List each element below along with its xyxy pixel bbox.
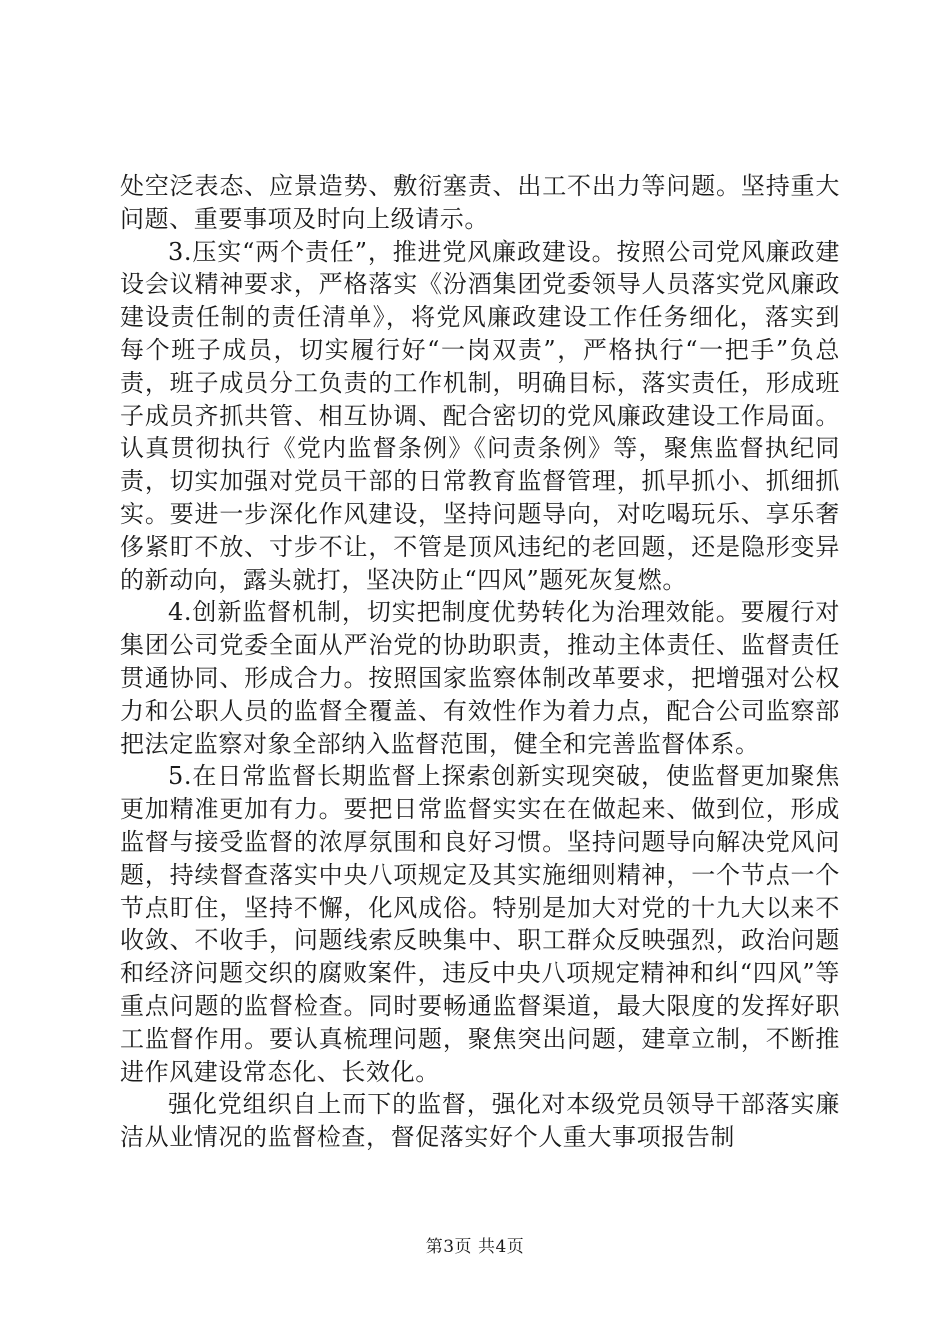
paragraph-supervision: 强化党组织自上而下的监督，强化对本级党员领导干部落实廉洁从业情况的监督检查，督促落实好个人重大事项报告制 (120, 1090, 840, 1152)
document-body (120, 170, 840, 1154)
paragraph-item-3: 3.压实“两个责任”，推进党风廉政建设。按照公司党风廉政建设会议精神要求，严格落实《汾酒集团党委领导人员落实党风廉政建设责任制的责任清单》，将党风廉政建设工作任务细化，落实到每个班子成员，切实履行好“一岗双责”，严格执行“一把手”负总责，班子成员分工负责的工作机制，明确目标，落实责任，形成班子成员齐抓共管、相互协调、配合密切的党风廉政建设工作局面。认真贯彻执行《党内监督条例》《问责条例》等，聚焦监督执纪同责，切实加强对党员干部的日常教育监督管理，抓早抓小、抓细抓实。要进一步深化作风建设，坚持问题导向，对吃喝玩乐、享乐奢侈紧盯不放、寸步不让，不管是顶风违纪的老回题，还是隐形变异的新动向，露头就打，坚决防止“四风”题死灰复燃。 (120, 237, 840, 594)
page-number-footer: 第3页 共4页 (425, 1237, 525, 1257)
paragraph-item-5: 5.在日常监督长期监督上探索创新实现突破，使监督更加聚焦更加精准更加有力。要把日常监督实实在在做起来、做到位，形成监督与接受监督的浓厚氛围和良好习惯。坚持问题导向解决党风问题，持续督查落实中央八项规定及其实施细则精神，一个节点一个节点盯住，坚持不懈，化风成俗。特别是加大对党的十九大以来不收敛、不收手，问题线索反映集中、职工群众反映强烈，政治问题和经济问题交织的腐败案件，违反中央八项规定精神和纠“四风”等重点问题的监督检查。同时要畅通监督渠道，最大限度的发挥好职工监督作用。要认真梳理问题，聚焦突出问题，建章立制，不断推进作风建设常态化、长效化。 (120, 762, 840, 1086)
paragraph-continuation: 处空泛表态、应景造势、敷衍塞责、出工不出力等问题。坚持重大问题、重要事项及时向上级请示。 (120, 172, 840, 233)
paragraph-item-4: 4.创新监督机制，切实把制度优势转化为治理效能。要履行对集团公司党委全面从严治党的协助职责，推动主体责任、监督责任贯通协同、形成合力。按照国家监察体制改革要求，把增强对公权力和公职人员的监督全覆盖、有效性作为着力点，配合公司监察部把法定监察对象全部纳入监督范围，健全和完善监督体系。 (120, 598, 840, 758)
